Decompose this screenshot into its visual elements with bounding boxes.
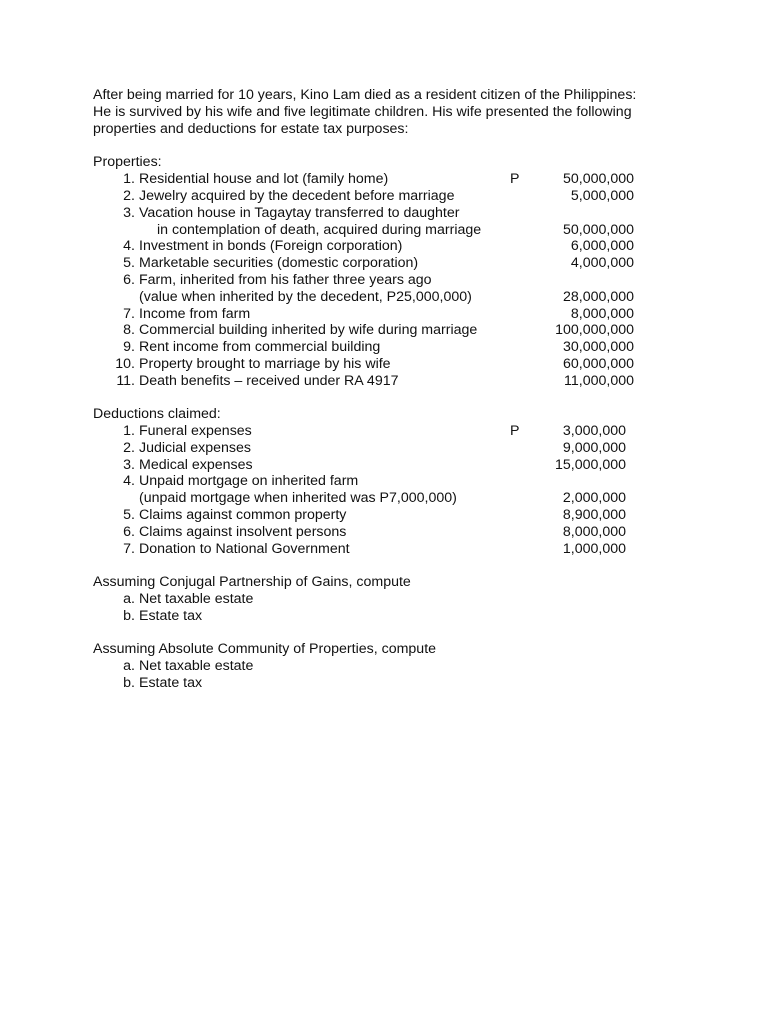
property-row	[0, 356, 768, 373]
deduction-row	[0, 524, 768, 541]
property-row	[0, 322, 768, 339]
property-row	[0, 306, 768, 323]
currency-symbol: P	[510, 423, 520, 439]
deduction-row	[0, 541, 768, 558]
item-text: Residential house and lot (family home)	[139, 171, 389, 187]
item-number: 7.	[123, 306, 135, 322]
question-row	[0, 608, 768, 625]
deduction-row	[0, 440, 768, 457]
item-amount: 15,000,000	[554, 457, 626, 473]
item-text: Funeral expenses	[139, 423, 252, 439]
item-amount: 30,000,000	[562, 339, 634, 355]
acp-heading: Assuming Absolute Community of Properties, compute	[93, 641, 437, 657]
question-letter: b.	[123, 608, 135, 624]
item-text: Judicial expenses	[139, 440, 251, 456]
item-text: Property brought to marriage by his wife	[139, 356, 391, 372]
item-text: Marketable securities (domestic corporation)	[139, 255, 419, 271]
item-amount: 28,000,000	[562, 289, 634, 305]
property-row	[0, 373, 768, 390]
item-number: 4.	[123, 238, 135, 254]
item-number: 9.	[123, 339, 135, 355]
item-text: (unpaid mortgage when inherited was P7,000,000)	[139, 490, 457, 506]
item-amount: 4,000,000	[570, 255, 634, 271]
deduction-row-continuation	[0, 490, 768, 507]
item-number: 7.	[123, 541, 135, 557]
item-number: 6.	[123, 524, 135, 540]
item-text: Donation to National Government	[139, 541, 350, 557]
intro-line-1: After being married for 10 years, Kino Lam died as a resident citizen of the Philippines:	[93, 87, 637, 103]
item-amount: 9,000,000	[562, 440, 626, 456]
item-text: Claims against insolvent persons	[139, 524, 347, 540]
item-text: Medical expenses	[139, 457, 253, 473]
item-text: Investment in bonds (Foreign corporation)	[139, 238, 403, 254]
question-text: Net taxable estate	[139, 591, 254, 607]
item-text: Jewelry acquired by the decedent before marriage	[139, 188, 455, 204]
item-amount: 2,000,000	[562, 490, 626, 506]
currency-symbol: P	[510, 171, 520, 187]
question-letter: a.	[123, 658, 135, 674]
item-text: Death benefits – received under RA 4917	[139, 373, 399, 389]
item-text: Unpaid mortgage on inherited farm	[139, 473, 359, 489]
deduction-row	[0, 507, 768, 524]
question-text: Net taxable estate	[139, 658, 254, 674]
property-row	[0, 171, 768, 188]
question-text: Estate tax	[139, 608, 203, 624]
item-number: 5.	[123, 507, 135, 523]
item-number: 2.	[123, 188, 135, 204]
item-number: 6.	[123, 272, 135, 288]
item-amount: 60,000,000	[562, 356, 634, 372]
item-amount: 50,000,000	[562, 222, 634, 238]
item-number: 1.	[123, 171, 135, 187]
item-amount: 5,000,000	[570, 188, 634, 204]
item-amount: 11,000,000	[564, 373, 634, 389]
item-number: 11.	[116, 373, 135, 389]
property-row	[0, 188, 768, 205]
question-letter: a.	[123, 591, 135, 607]
property-row-continuation	[0, 222, 768, 239]
item-number: 2.	[123, 440, 135, 456]
item-text: Rent income from commercial building	[139, 339, 381, 355]
intro-line-2: He is survived by his wife and five legitimate children. His wife presented the following	[93, 104, 632, 120]
item-amount: 100,000,000	[555, 322, 634, 338]
item-amount: 3,000,000	[562, 423, 626, 439]
deductions-heading: Deductions claimed:	[93, 406, 221, 422]
item-amount: 8,000,000	[562, 524, 626, 540]
item-number: 10.	[115, 356, 135, 372]
question-text: Estate tax	[139, 675, 203, 691]
question-row	[0, 658, 768, 675]
deduction-row	[0, 423, 768, 440]
question-row	[0, 675, 768, 692]
item-amount: 50,000,000	[562, 171, 634, 187]
properties-heading: Properties:	[93, 154, 162, 170]
item-number: 1.	[123, 423, 135, 439]
property-row	[0, 238, 768, 255]
deduction-row	[0, 457, 768, 474]
item-text: Commercial building inherited by wife during marriage	[139, 322, 478, 338]
item-number: 3.	[123, 205, 135, 221]
item-amount: 1,000,000	[562, 541, 626, 557]
property-row	[0, 205, 768, 222]
question-row	[0, 591, 768, 608]
item-text: (value when inherited by the decedent, P25,000,000)	[139, 289, 472, 305]
item-number: 8.	[123, 322, 135, 338]
item-text: Claims against common property	[139, 507, 347, 523]
intro-line-3: properties and deductions for estate tax purposes:	[93, 121, 409, 137]
item-amount: 8,000,000	[570, 306, 634, 322]
item-text: Farm, inherited from his father three years ago	[139, 272, 432, 288]
item-number: 3.	[123, 457, 135, 473]
property-row	[0, 255, 768, 272]
item-amount: 6,000,000	[570, 238, 634, 254]
item-amount: 8,900,000	[562, 507, 626, 523]
property-row-continuation	[0, 289, 768, 306]
item-text: Vacation house in Tagaytay transferred to daughter	[139, 205, 460, 221]
cpg-heading: Assuming Conjugal Partnership of Gains, compute	[93, 574, 411, 590]
item-number: 4.	[123, 473, 135, 489]
item-text: in contemplation of death, acquired during marriage	[157, 222, 482, 238]
property-row	[0, 272, 768, 289]
deduction-row	[0, 473, 768, 490]
question-letter: b.	[123, 675, 135, 691]
item-text: Income from farm	[139, 306, 251, 322]
item-number: 5.	[123, 255, 135, 271]
property-row	[0, 339, 768, 356]
